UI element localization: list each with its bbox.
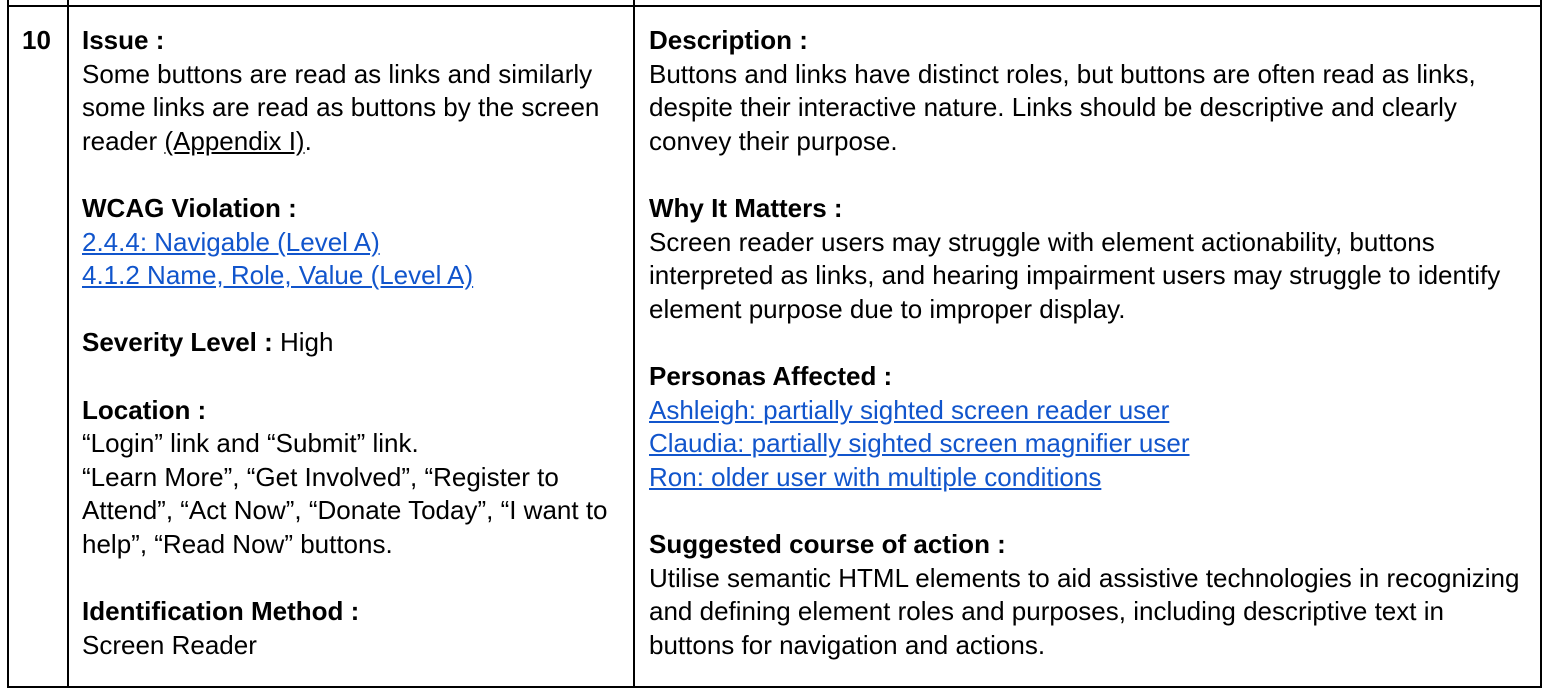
severity-value: High <box>272 327 334 358</box>
severity-label: Severity Level : <box>82 327 273 358</box>
issue-text: Some buttons are read as links and similarly some links are read as buttons by the screen reader (Appendix I). <box>82 58 600 156</box>
action-text: Utilise semantic HTML elements to aid assistive technologies in recognizing and defining element roles and purposes, including descriptive text in buttons for navigation and actions. <box>649 562 1520 660</box>
wcag-heading: WCAG Violation : <box>82 192 297 223</box>
wcag-link-name-role-value[interactable]: 4.1.2 Name, Role, Value (Level A) <box>82 260 474 291</box>
table-top-border <box>7 5 1542 7</box>
personas-heading: Personas Affected : <box>649 360 893 391</box>
column-divider <box>67 5 69 688</box>
wcag-link-navigable[interactable]: 2.4.4: Navigable (Level A) <box>82 226 380 257</box>
persona-link-ashleigh[interactable]: Ashleigh: partially sighted screen reader user <box>649 394 1170 425</box>
location-heading: Location : <box>82 394 207 425</box>
issue-analysis-column <box>649 24 1534 662</box>
row-number: 10 <box>22 25 51 55</box>
issue-heading: Issue : <box>82 25 165 55</box>
why-heading: Why It Matters : <box>649 192 843 223</box>
location-line: “Login” link and “Submit” link. <box>82 428 419 459</box>
appendix-link[interactable]: (Appendix I) <box>164 125 305 156</box>
persona-link-ron[interactable]: Ron: older user with multiple conditions <box>649 461 1102 492</box>
issue-details-column <box>82 24 627 662</box>
method-heading: Identification Method : <box>82 596 360 627</box>
location-line: “Learn More”, “Get Involved”, “Register to Attend”, “Act Now”, “Donate Today”, “I want to help”, “Read Now” buttons. <box>82 461 608 559</box>
persona-link-claudia[interactable]: Claudia: partially sighted screen magnifier user <box>649 428 1190 459</box>
description-text: Buttons and links have distinct roles, but buttons are often read as links, despite their interactive nature. Links should be descriptive and clearly convey their purpose. <box>649 58 1476 156</box>
severity-level <box>82 326 627 360</box>
column-divider <box>633 5 635 688</box>
action-heading: Suggested course of action : <box>649 528 1006 559</box>
method-value: Screen Reader <box>82 629 257 660</box>
why-text: Screen reader users may struggle with element actionability, buttons interpreted as links, and hearing impairment users may struggle to identify element purpose due to improper display. <box>649 226 1501 324</box>
description-heading: Description : <box>649 25 808 55</box>
